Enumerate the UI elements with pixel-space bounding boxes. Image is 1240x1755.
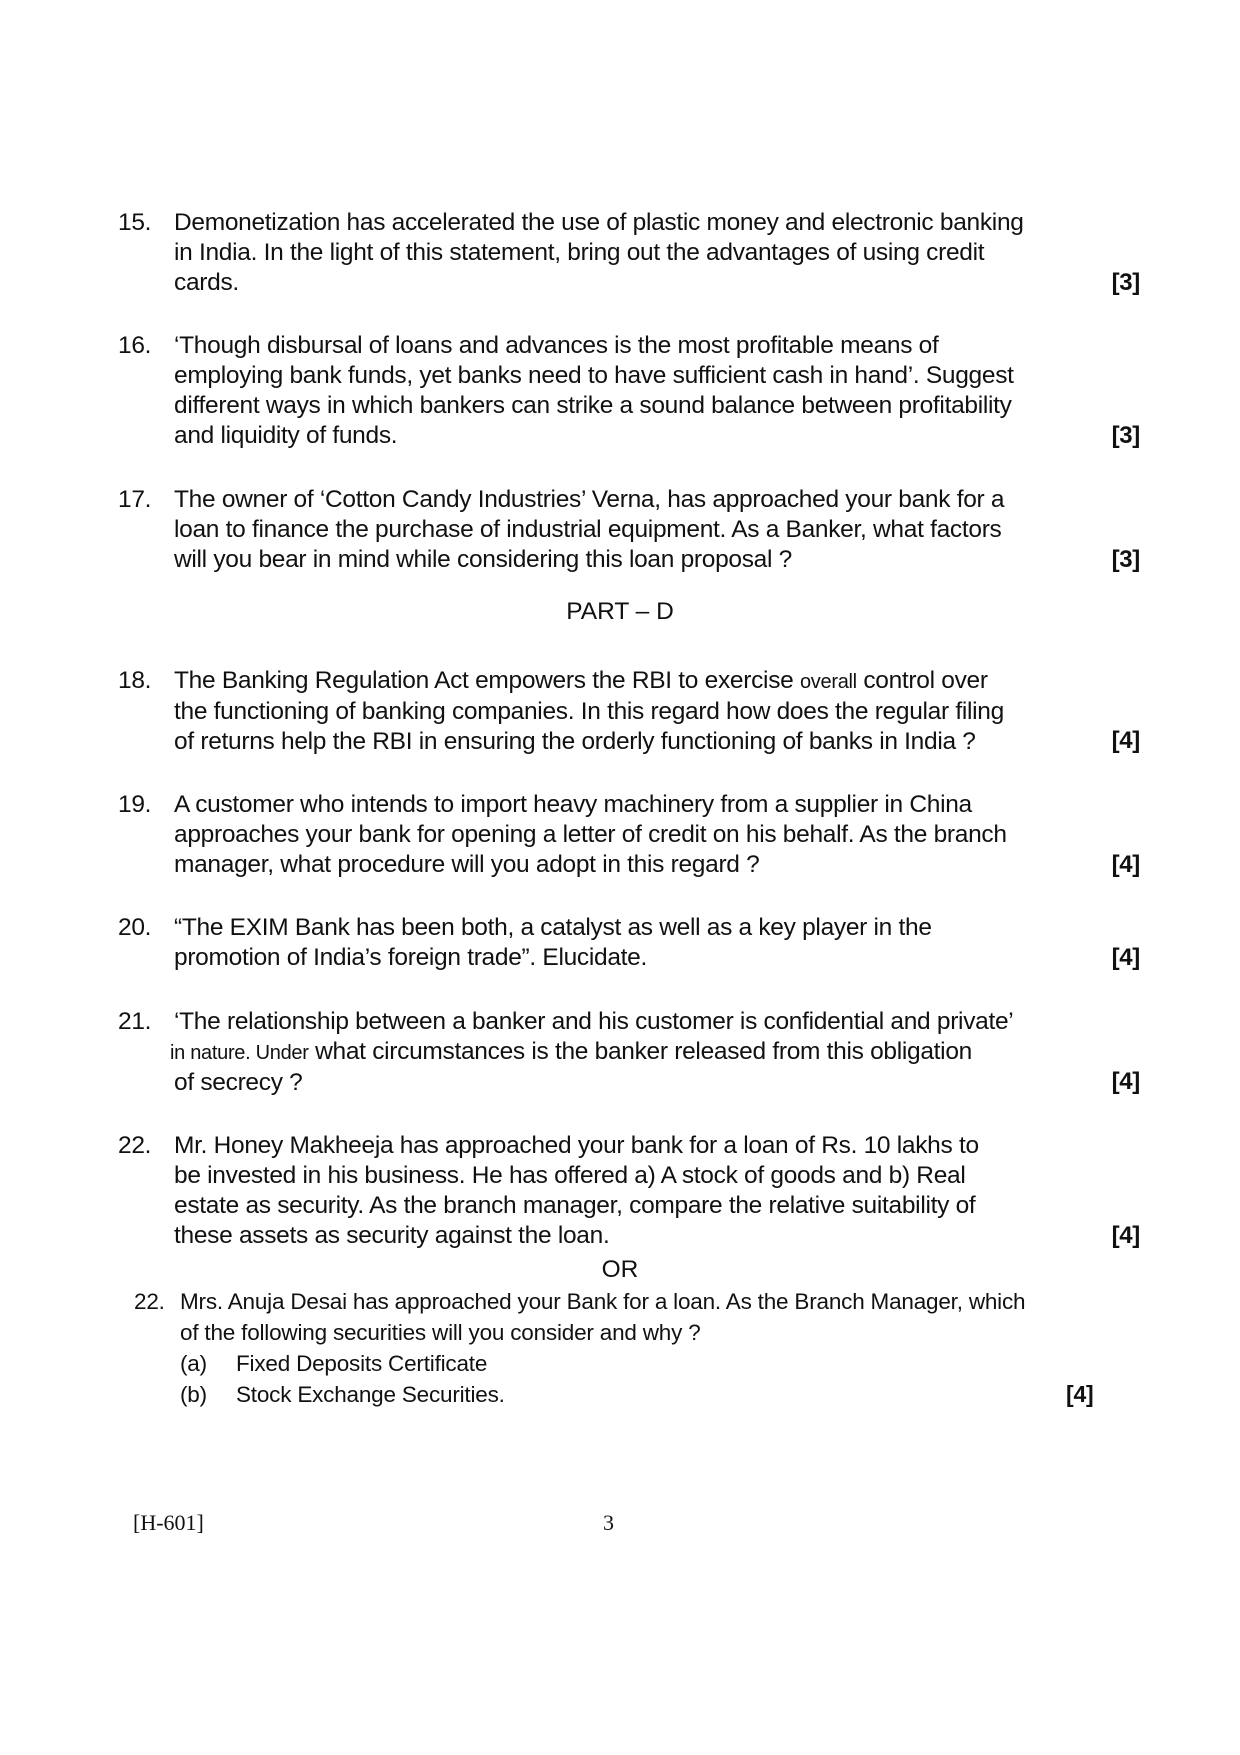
- question-number: 22.: [118, 1132, 152, 1159]
- question-number: 15.: [118, 209, 152, 236]
- question-number: 19.: [118, 791, 152, 818]
- question-text: A customer who intends to import heavy machinery from a supplier in China approaches your bank for opening a letter of credit on his behalf. As the branch manager, what procedure will you adopt in this regard ?: [174, 791, 1007, 878]
- question-text: The owner of ‘Cotton Candy Industries’ Verna, has approached your bank for a loan to finance the purchase of industrial equipment. As a Banker, what factors will you bear in mind while considering this loan proposal ?: [174, 486, 1005, 573]
- question-text: The Banking Regulation Act empowers the RBI to exercise overall control over the functioning of banking companies. In this regard how does the regular filing of returns help the RBI in ensuring the orderly functioning of banks in India ?: [174, 667, 1004, 755]
- question-marks: [4]: [1111, 944, 1140, 971]
- option-b: (b) Stock Exchange Securities.: [180, 1382, 505, 1407]
- question-marks: [4]: [1111, 851, 1140, 878]
- option-a: (a) Fixed Deposits Certificate: [180, 1351, 488, 1376]
- question-marks: [3]: [1111, 269, 1140, 296]
- question-marks: [4]: [1111, 1068, 1140, 1095]
- question-marks: [4]: [1111, 1222, 1140, 1249]
- question-marks: [3]: [1111, 546, 1140, 573]
- question-text: ‘Though disbursal of loans and advances is the most profitable means of employing bank funds, yet banks need to have sufficient cash in hand’. Suggest different ways in which bankers can strike a sound balance between profitability and liquidity of funds.: [174, 332, 1014, 449]
- question-number: 22.: [134, 1289, 165, 1314]
- question-text: Mrs. Anuja Desai has approached your Bank for a loan. As the Branch Manager, which of the following securities will you consider and why ? (a) Fixed Deposits Certificate (b) Stock Exchange Securities.: [180, 1286, 1140, 1410]
- part-heading: PART – D: [566, 598, 674, 625]
- question-number: 20.: [118, 914, 152, 941]
- question-marks: [4]: [1111, 727, 1140, 754]
- question-text: Demonetization has accelerated the use of plastic money and electronic banking in India. In the light of this statement, bring out the advantages of using credit cards.: [174, 209, 1024, 296]
- question-marks: [3]: [1111, 422, 1140, 449]
- question-marks: [4]: [1066, 1381, 1094, 1407]
- question-text: “The EXIM Bank has been both, a catalyst as well as a key player in the promotion of India’s foreign trade”. Elucidate.: [174, 914, 932, 971]
- question-text: ‘The relationship between a banker and his customer is confidential and private’ in nature. Under what circumstances is the banker released from this obligation of secrecy ?: [170, 1008, 1014, 1096]
- paper-code: [H-601]: [133, 1510, 204, 1535]
- question-text: Mr. Honey Makheeja has approached your bank for a loan of Rs. 10 lakhs to be invested in his business. He has offered a) A stock of goods and b) Real estate as security. As the branch manager, compare the relative suitability of these assets as security against the loan.: [174, 1132, 979, 1249]
- question-number: 21.: [118, 1008, 152, 1035]
- question-number: 18.: [118, 667, 152, 694]
- or-separator: OR: [601, 1256, 639, 1283]
- question-number: 16.: [118, 332, 152, 359]
- question-number: 17.: [118, 486, 152, 513]
- page-number: 3: [603, 1510, 614, 1535]
